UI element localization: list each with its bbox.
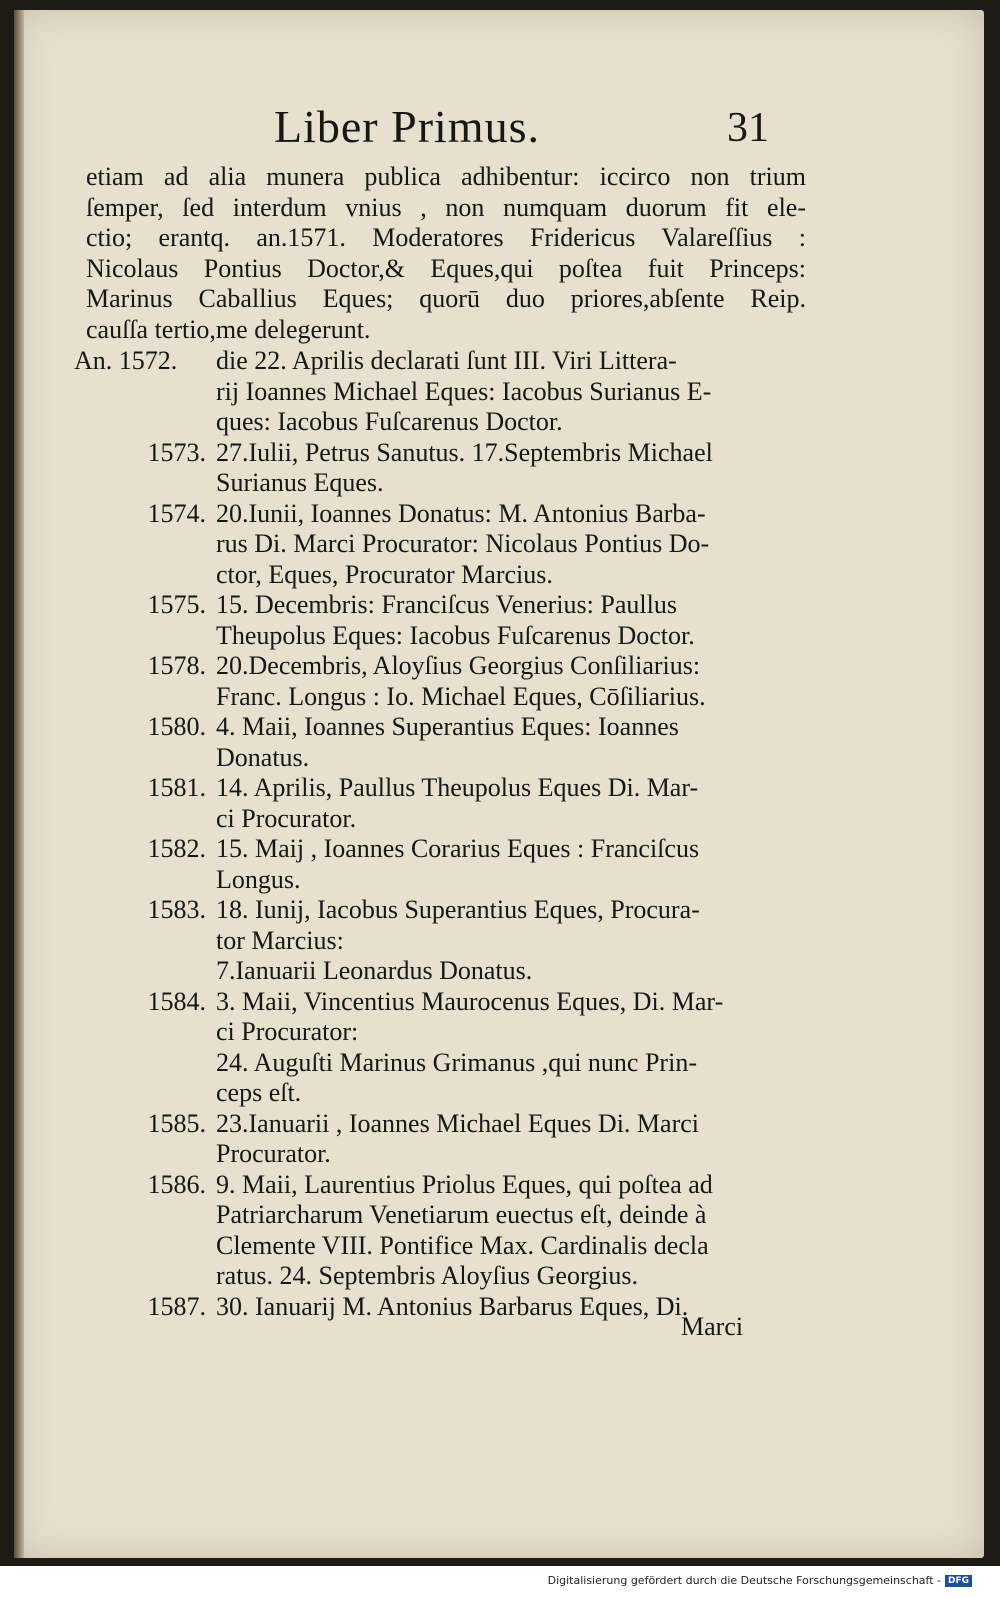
year-entry [86, 895, 806, 987]
entry-line: ratus. 24. Septembris Aloyſius Georgius. [216, 1261, 639, 1290]
intro-line: etiam ad alia munera publica adhibentur: iccirco non trium [86, 162, 806, 191]
entry-line: Longus. [216, 864, 301, 894]
entry-line: ci Procurator. [216, 803, 357, 833]
dfg-logo: DFG [945, 1575, 972, 1587]
entry-line: ques: Iacobus Fuſcarenus Doctor. [216, 407, 563, 436]
entry-body [216, 987, 806, 1109]
page-spine-shadow [14, 10, 24, 1558]
year-entry [86, 1170, 806, 1292]
year-entry [86, 834, 806, 895]
entry-line: 15. Decembris: Franciſcus Venerius: Paullus [216, 590, 677, 619]
entry-line: 7.Ianuarii Leonardus Donatus. [216, 956, 533, 985]
entry-year: 1585. [147, 1108, 206, 1138]
entry-line: Theupolus Eques: Iacobus Fuſcarenus Doctor. [216, 620, 695, 650]
entry-year: 1586. [147, 1169, 206, 1199]
entry-body [216, 438, 806, 499]
entry-year: 1575. [147, 590, 206, 619]
year-entry [86, 1109, 806, 1170]
intro-line: ctio; erantq. an.1571. Moderatores Fridericus Valareſſius : [86, 223, 806, 252]
entry-year: 1574. [147, 498, 206, 528]
catchword: Marci [681, 1312, 744, 1341]
entry-line: ceps eſt. [216, 1078, 302, 1107]
entry-year: 1573. [147, 437, 206, 467]
footer-text: Digitalisierung gefördert durch die Deutsche Forschungsgemeinschaft - [547, 1574, 941, 1587]
page-number: 31 [727, 105, 769, 151]
year-entry [86, 590, 806, 651]
year-entry [86, 987, 806, 1109]
intro-line: cauſſa tertio,me delegerunt. [86, 314, 371, 344]
entry-line: 9. Maii, Laurentius Priolus Eques, qui poſtea ad [216, 1169, 713, 1199]
entry-line: Franc. Longus : Io. Michael Eques, Cōſiliarius. [216, 681, 706, 711]
digitization-footer [548, 1574, 972, 1587]
entry-line: rij Ioannes Michael Eques: Iacobus Surianus E- [216, 376, 712, 406]
entry-line: 14. Aprilis, Paullus Theupolus Eques Di. Mar- [216, 773, 699, 802]
entry-line: tor Marcius: [216, 925, 344, 955]
entry-body [216, 1170, 806, 1292]
entry-year: An. 1572. [74, 346, 178, 375]
entry-year: 1582. [147, 834, 206, 863]
year-entry [86, 499, 806, 591]
year-entry [86, 712, 806, 773]
entry-line: 30. Ianuarij M. Antonius Barbarus Eques, Di. [216, 1291, 689, 1321]
year-entry [86, 438, 806, 499]
entry-line: 20.Iunii, Ioannes Donatus: M. Antonius Barba- [216, 498, 706, 528]
entry-year: 1583. [147, 895, 206, 924]
entry-line: ctor, Eques, Procurator Marcius. [216, 559, 553, 589]
entry-line: 18. Iunij, Iacobus Superantius Eques, Procura- [216, 895, 700, 924]
intro-paragraph [86, 162, 806, 345]
running-header [262, 100, 782, 170]
entry-body [216, 1109, 806, 1170]
entry-line: rus Di. Marci Procurator: Nicolaus Pontius Do- [216, 529, 710, 558]
entry-year: 1580. [147, 712, 206, 741]
year-entry [74, 346, 806, 438]
entry-body [216, 590, 806, 651]
entry-year: 1581. [147, 773, 206, 802]
entry-body [216, 834, 806, 895]
entry-line: Procurator. [216, 1139, 331, 1168]
intro-line: Marinus Caballius Eques; quorū duo priores,abſente Reip. [86, 284, 806, 313]
entry-line: Patriarcharum Venetiarum euectus eſt, deinde à [216, 1200, 707, 1229]
entry-line: 20.Decembris, Aloyſius Georgius Conſiliarius: [216, 651, 701, 680]
entry-line: 15. Maij , Ioannes Corarius Eques : Franciſcus [216, 834, 700, 863]
entry-body [216, 895, 806, 987]
intro-line: Nicolaus Pontius Doctor,& Eques,qui poſtea fuit Princeps: [86, 253, 806, 283]
entry-body [216, 712, 806, 773]
intro-line: ſemper, ſed interdum vnius , non numquam duorum fit ele- [86, 192, 806, 222]
entry-line: ci Procurator: [216, 1017, 359, 1046]
entry-body [216, 651, 806, 712]
year-entries-list [74, 346, 806, 1322]
entry-line: 27.Iulii, Petrus Sanutus. 17.Septembris Michael [216, 437, 713, 467]
entry-body [216, 346, 806, 438]
year-entry [86, 651, 806, 712]
entry-line: 4. Maii, Ioannes Superantius Eques: Ioannes [216, 712, 679, 741]
entry-line: Clemente VIII. Pontifice Max. Cardinalis decla [216, 1230, 709, 1260]
entry-year: 1587. [147, 1291, 206, 1321]
entry-line: 23.Ianuarii , Ioannes Michael Eques Di. Marci [216, 1108, 700, 1138]
running-title: Liber Primus. [274, 101, 540, 152]
entry-body [216, 773, 806, 834]
entry-body [216, 499, 806, 591]
entry-line: Surianus Eques. [216, 468, 384, 497]
entry-line: 3. Maii, Vincentius Maurocenus Eques, Di. Mar- [216, 986, 724, 1016]
entry-line: Donatus. [216, 742, 310, 772]
entry-line: 24. Auguſti Marinus Grimanus ,qui nunc Prin- [216, 1047, 697, 1077]
entry-year: 1584. [147, 986, 206, 1016]
entry-line: die 22. Aprilis declarati ſunt III. Viri Littera- [216, 346, 677, 375]
year-entry [86, 773, 806, 834]
entry-year: 1578. [147, 651, 206, 680]
